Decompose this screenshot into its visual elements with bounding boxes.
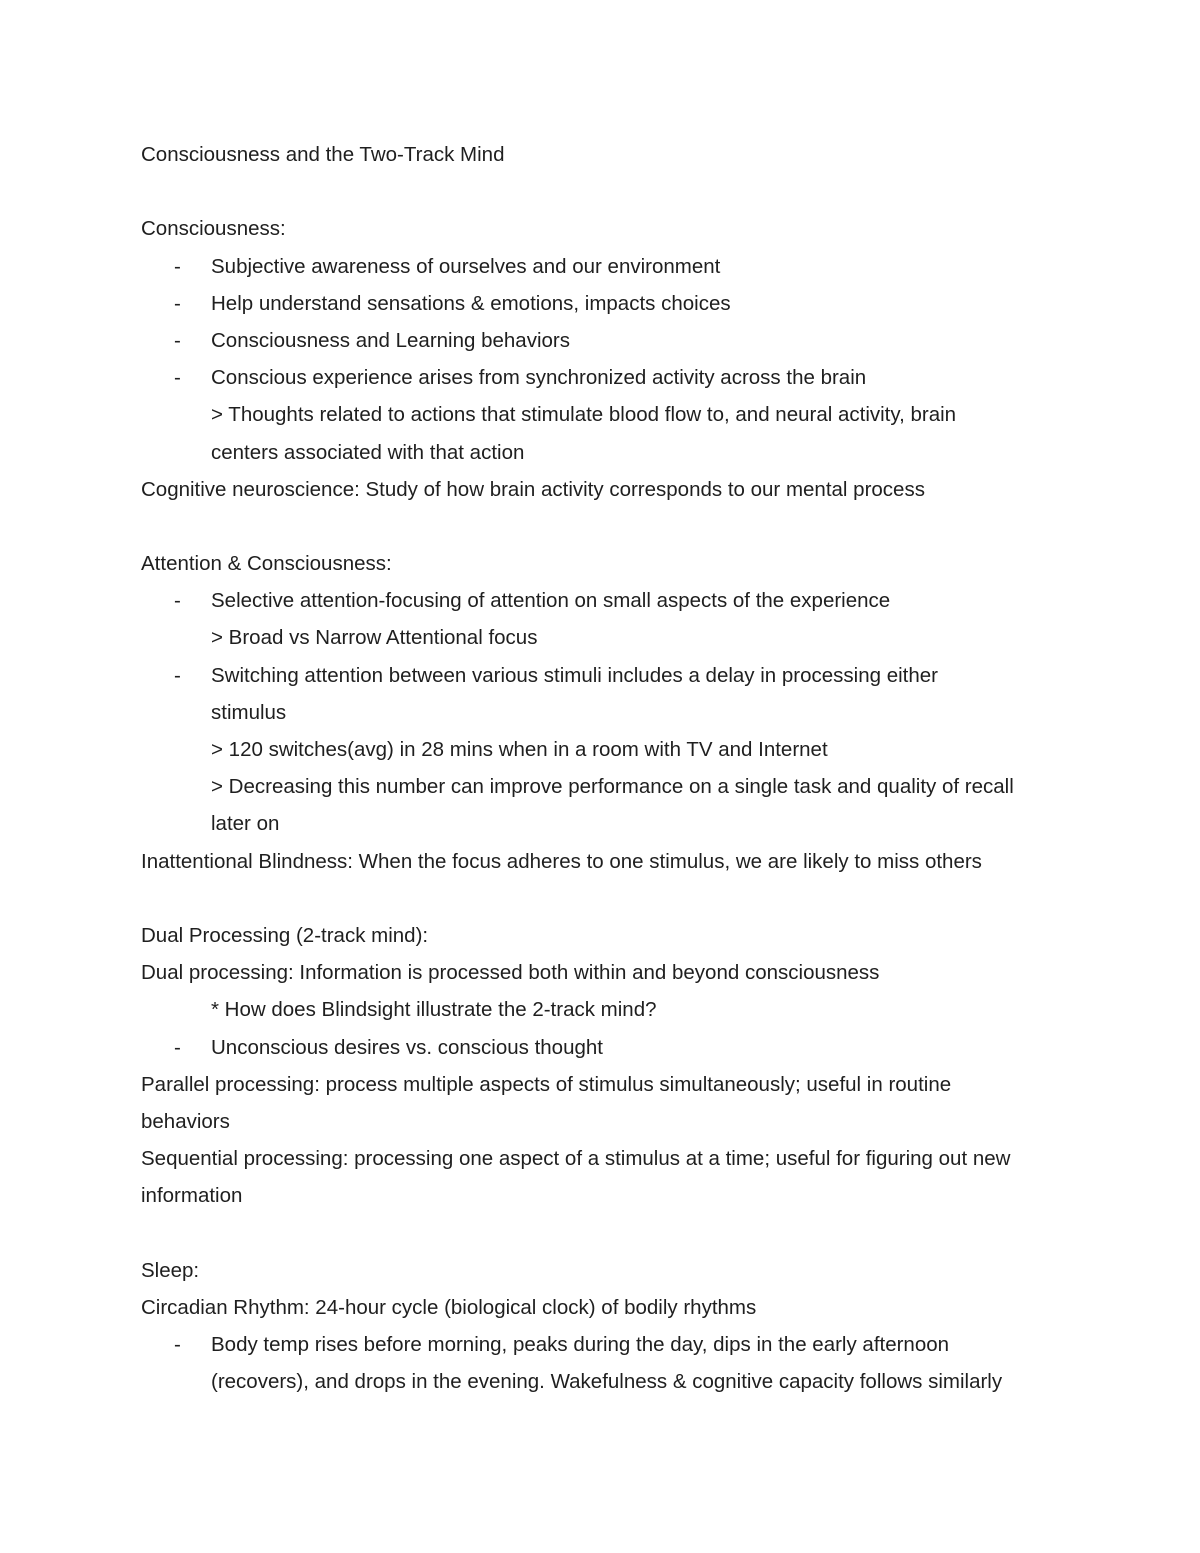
sub-note-continuation: centers associated with that action — [211, 440, 525, 464]
blank-line — [141, 1214, 1066, 1251]
list-item — [141, 1029, 1066, 1066]
bullet-dash: - — [174, 254, 181, 278]
list-item-text: Help understand sensations & emotions, impacts choices — [211, 291, 731, 315]
bullet-dash: - — [174, 291, 181, 315]
blank-line — [141, 173, 1066, 210]
document-body — [141, 136, 1066, 1400]
list-item — [141, 1326, 1066, 1363]
blank-line — [141, 508, 1066, 545]
list-item-continuation: (recovers), and drops in the evening. Wakefulness & cognitive capacity follows similarly — [211, 1370, 1003, 1394]
sub-note: > 120 switches(avg) in 28 mins when in a room with TV and Internet — [211, 738, 828, 761]
sub-note-continuation: later on — [211, 812, 280, 836]
list-item-text: Body temp rises before morning, peaks during the day, dips in the early afternoon — [211, 1333, 950, 1356]
blank-line — [141, 880, 1066, 917]
list-item-text: Conscious experience arises from synchronized activity across the brain — [211, 366, 867, 390]
list-item-text: Consciousness and Learning behaviors — [211, 328, 570, 352]
section-heading-consciousness: Consciousness: — [141, 217, 286, 241]
bullet-dash: - — [174, 1333, 181, 1356]
bullet-dash: - — [174, 589, 181, 613]
list-item — [141, 359, 1066, 396]
bullet-dash: - — [174, 1035, 181, 1059]
bullet-dash: - — [174, 328, 181, 352]
list-item — [141, 582, 1066, 619]
document-title: Consciousness and the Two-Track Mind — [141, 143, 505, 166]
section-heading-attention: Attention & Consciousness: — [141, 552, 392, 576]
definition-continuation: information — [141, 1184, 243, 1208]
sub-note: > Decreasing this number can improve performance on a single task and quality of recall — [211, 775, 1014, 799]
list-item-text: Subjective awareness of ourselves and our environment — [211, 254, 721, 278]
definition-inattentional-blindness: Inattentional Blindness: When the focus adheres to one stimulus, we are likely to miss others — [141, 849, 982, 873]
list-item-text: Switching attention between various stimuli includes a delay in processing either — [211, 663, 939, 687]
list-item — [141, 248, 1066, 285]
definition-sequential-processing: Sequential processing: processing one aspect of a stimulus at a time; useful for figuring out new — [141, 1147, 1011, 1171]
list-item — [141, 322, 1066, 359]
definition-parallel-processing: Parallel processing: process multiple aspects of stimulus simultaneously; useful in routine — [141, 1072, 952, 1096]
list-item-text: Unconscious desires vs. conscious thought — [211, 1035, 603, 1059]
list-item-text: Selective attention-focusing of attention on small aspects of the experience — [211, 589, 891, 613]
bullet-dash: - — [174, 366, 181, 390]
sub-note: > Thoughts related to actions that stimulate blood flow to, and neural activity, brain — [211, 403, 957, 427]
section-heading-sleep: Sleep: — [141, 1258, 200, 1282]
bullet-dash: - — [174, 663, 181, 687]
definition-circadian-rhythm: Circadian Rhythm: 24-hour cycle (biological clock) of bodily rhythms — [141, 1295, 757, 1319]
definition-continuation: behaviors — [141, 1109, 230, 1133]
list-item-continuation: stimulus — [211, 700, 287, 724]
list-item — [141, 657, 1066, 694]
definition-cognitive-neuroscience: Cognitive neuroscience: Study of how brain activity corresponds to our mental process — [141, 477, 925, 501]
question-note: * How does Blindsight illustrate the 2-track mind? — [211, 998, 657, 1022]
definition-dual-processing: Dual processing: Information is processed both within and beyond consciousness — [141, 961, 880, 985]
section-heading-dual-processing: Dual Processing (2-track mind): — [141, 923, 429, 947]
sub-note: > Broad vs Narrow Attentional focus — [211, 626, 538, 650]
list-item — [141, 285, 1066, 322]
